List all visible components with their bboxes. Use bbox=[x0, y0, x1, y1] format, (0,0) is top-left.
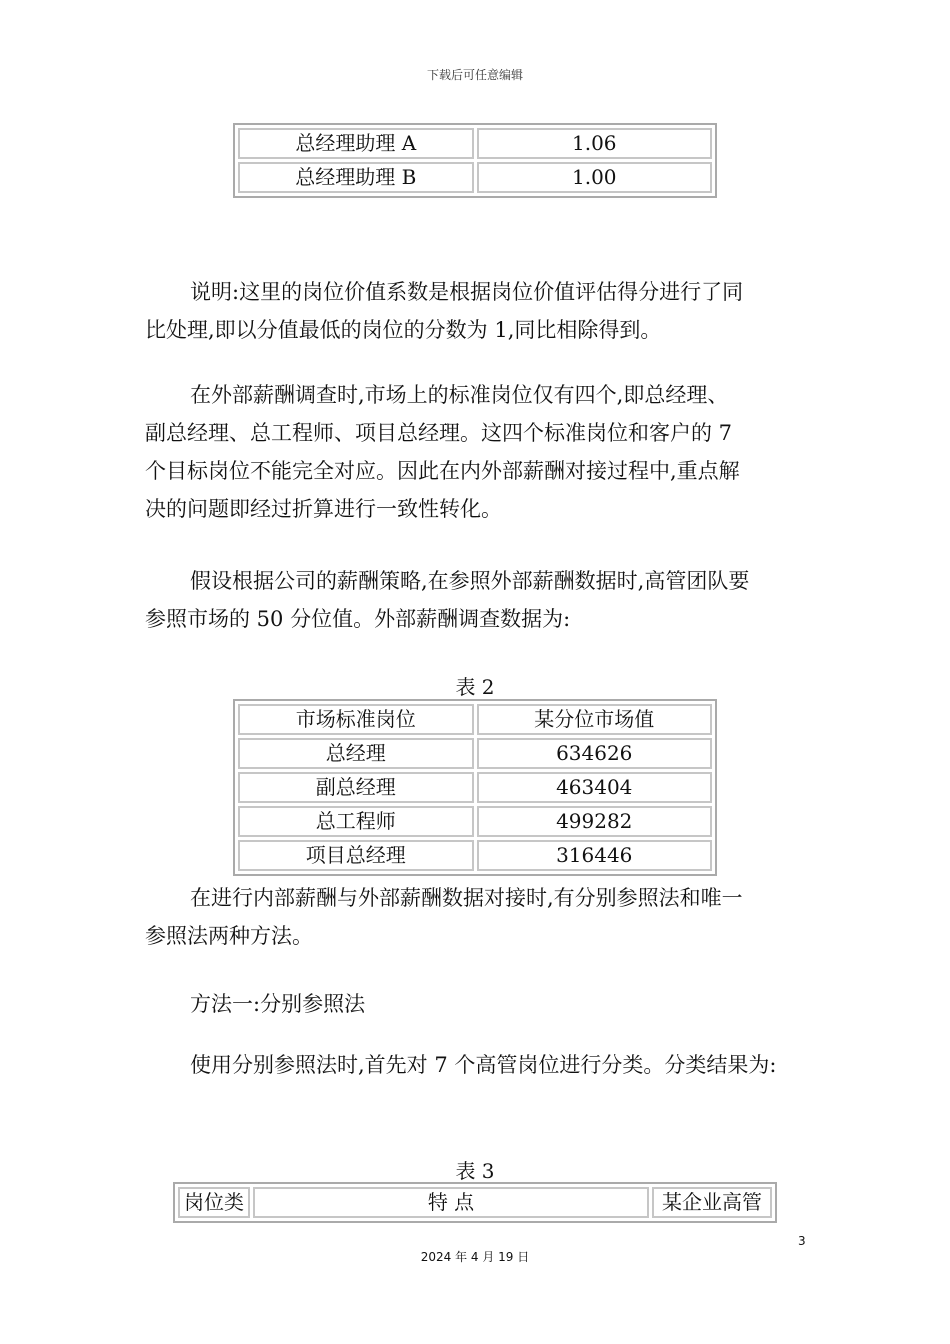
paragraph-methods bbox=[145, 879, 810, 955]
table-cell: 总工程师 bbox=[238, 806, 474, 837]
paragraph-explanation bbox=[145, 273, 810, 349]
table-cell: 1.06 bbox=[477, 128, 713, 159]
table-cell: 1.00 bbox=[477, 162, 713, 193]
table-cell: 项目总经理 bbox=[238, 840, 474, 871]
text-line: 使用分别参照法时,首先对 7 个高管岗位进行分类。分类结果为: bbox=[190, 1053, 777, 1077]
table-cell: 316446 bbox=[477, 840, 713, 871]
table-row bbox=[238, 162, 712, 193]
table-cell: 总经理助理 A bbox=[238, 128, 474, 159]
paragraph-market-survey bbox=[145, 376, 810, 528]
text-line: 在外部薪酬调查时,市场上的标准岗位仅有四个,即总经理、 bbox=[190, 383, 729, 407]
table-header-row bbox=[238, 704, 712, 735]
text-line: 比处理,即以分值最低的岗位的分数为 1,同比相除得到。 bbox=[145, 318, 662, 342]
table-cell: 总经理 bbox=[238, 738, 474, 769]
table-header-cell: 某企业高管 bbox=[652, 1187, 772, 1218]
table-cell: 463404 bbox=[477, 772, 713, 803]
paragraph-classification bbox=[145, 1046, 810, 1084]
table-cell: 499282 bbox=[477, 806, 713, 837]
table-row bbox=[238, 772, 712, 803]
table-row bbox=[238, 840, 712, 871]
text-line: 在进行内部薪酬与外部薪酬数据对接时,有分别参照法和唯一 bbox=[190, 886, 743, 910]
page-footer-date: 2024 年 4 月 19 日 bbox=[420, 1250, 530, 1264]
text-line: 假设根据公司的薪酬策略,在参照外部薪酬数据时,高管团队要 bbox=[190, 569, 750, 593]
text-line: 个目标岗位不能完全对应。因此在内外部薪酬对接过程中,重点解 bbox=[145, 459, 740, 483]
table-position-classes bbox=[173, 1182, 777, 1223]
text-line: 参照法两种方法。 bbox=[145, 924, 313, 948]
paragraph-method-one bbox=[145, 985, 810, 1023]
table-header-cell: 市场标准岗位 bbox=[238, 704, 474, 735]
page-number: 3 bbox=[798, 1234, 806, 1248]
paragraph-salary-strategy bbox=[145, 562, 810, 638]
text-line: 说明:这里的岗位价值系数是根据岗位价值评估得分进行了同 bbox=[190, 280, 744, 304]
table-row bbox=[238, 806, 712, 837]
text-line: 参照市场的 50 分位值。外部薪酬调查数据为: bbox=[145, 607, 571, 631]
table-row bbox=[238, 738, 712, 769]
table-row bbox=[238, 128, 712, 159]
table-caption: 表 2 bbox=[455, 675, 495, 699]
table-header-cell: 岗位类 bbox=[178, 1187, 250, 1218]
page-header: 下载后可任意编辑 bbox=[426, 68, 523, 82]
table-cell: 634626 bbox=[477, 738, 713, 769]
table-caption: 表 3 bbox=[455, 1159, 495, 1183]
table-header-cell: 特 点 bbox=[253, 1187, 649, 1218]
table-cell: 总经理助理 B bbox=[238, 162, 474, 193]
text-line: 决的问题即经过折算进行一致性转化。 bbox=[145, 497, 502, 521]
table-cell: 副总经理 bbox=[238, 772, 474, 803]
text-line: 副总经理、总工程师、项目总经理。这四个标准岗位和客户的 7 bbox=[145, 421, 733, 445]
text-line: 方法一:分别参照法 bbox=[190, 992, 366, 1016]
table-market-values bbox=[233, 699, 717, 876]
table-header-row bbox=[178, 1187, 772, 1218]
table-position-coefficient bbox=[233, 123, 717, 198]
table-header-cell: 某分位市场值 bbox=[477, 704, 713, 735]
